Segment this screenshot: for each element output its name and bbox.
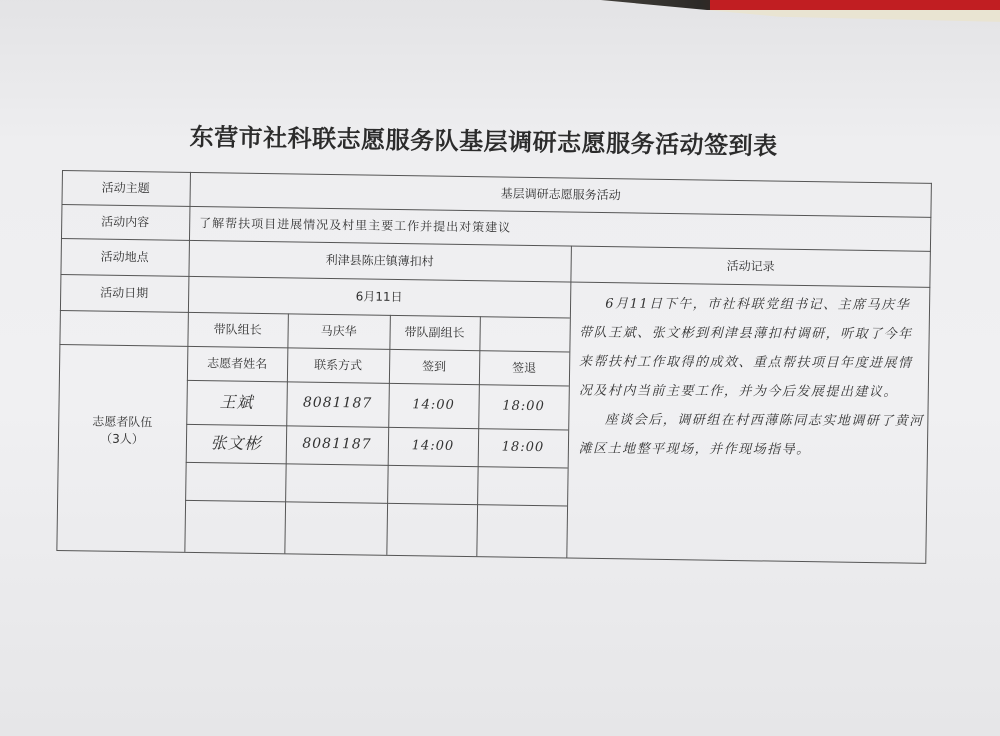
volunteer-phone: 8081187 (302, 394, 373, 412)
record-label: 活动记录 (726, 258, 775, 274)
team-label: 志愿者队伍 (92, 414, 153, 430)
leader-label: 带队组长 (213, 321, 262, 337)
activity-record (579, 289, 925, 465)
volunteer-name: 张文彬 (210, 433, 262, 453)
content-label: 活动内容 (101, 214, 150, 229)
date-value: 6月11日 (355, 288, 403, 304)
content-value: 了解帮扶项目进展情况及村里主要工作并提出对策建议 (199, 215, 512, 235)
deputy-label: 带队副组长 (404, 324, 465, 340)
volunteer-sign-in: 14:00 (412, 397, 455, 413)
table-rule (185, 500, 567, 507)
deputy-name (479, 316, 569, 351)
team-count: （3人） (100, 431, 144, 447)
column-header-phone: 联系方式 (314, 357, 363, 373)
volunteer-sign-out: 18:00 (502, 398, 545, 415)
sign-in-form (56, 170, 932, 573)
date-label: 活动日期 (100, 285, 149, 300)
leader-name: 马庆华 (320, 323, 357, 338)
team-label-cell (56, 310, 188, 552)
record-paragraph: 座谈会后，调研组在村西薄陈同志实地调研了黄河滩区土地整平现场，并作现场指导。 (578, 412, 924, 458)
column-header-sign-out: 签退 (512, 360, 537, 375)
volunteer-name: 王斌 (219, 392, 254, 412)
column-header-name: 志愿者姓名 (207, 355, 268, 371)
theme-value: 基层调研志愿服务活动 (500, 186, 621, 202)
document-title: 东营市社科联志愿服务队基层调研志愿服务活动签到表 (189, 121, 778, 161)
column-header-sign-in: 签到 (422, 358, 447, 374)
location-value: 利津县陈庄镇薄扣村 (325, 252, 434, 269)
volunteer-sign-in: 14:00 (411, 438, 455, 454)
volunteer-sign-out: 18:00 (501, 439, 545, 456)
table-border-bottom (56, 550, 926, 564)
location-label: 活动地点 (100, 249, 149, 264)
record-paragraph: 6月11日下午，市社科联党组书记、主席马庆华带队王斌、张文彬到利津县薄扣村调研，听取了今年来帮扶村工作取得的成效、重点帮扶项目年度进展情况及村内当前主要工作，并为今后发展提出建议。 (578, 296, 913, 400)
volunteer-phone: 8081187 (302, 435, 372, 453)
theme-label: 活动主题 (101, 180, 150, 195)
